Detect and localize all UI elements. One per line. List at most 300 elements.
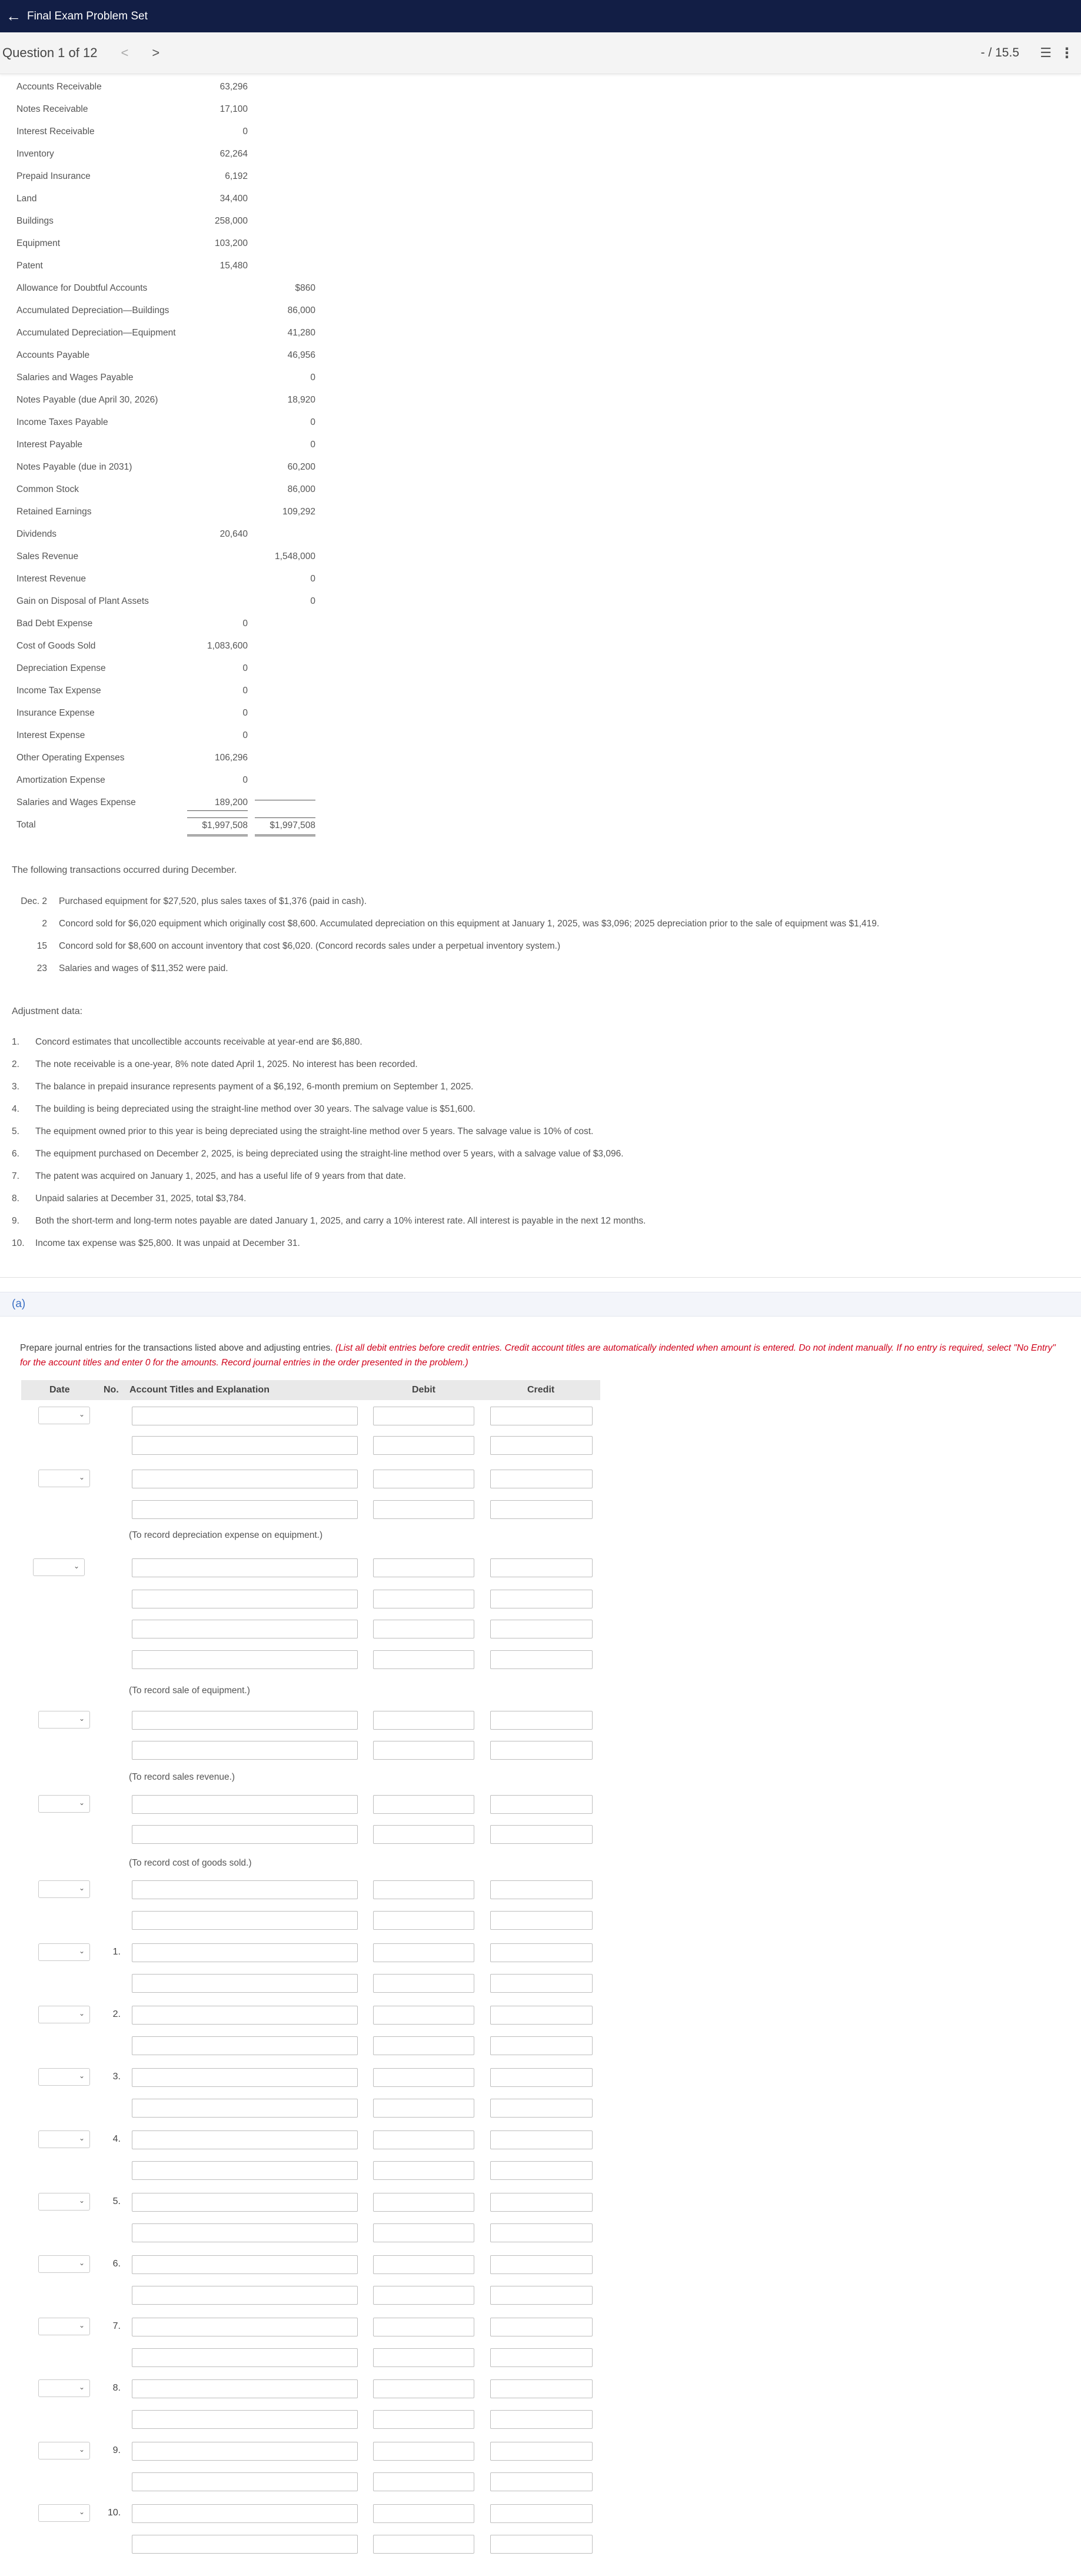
instructions-note: (List all debit entries before credit entries. Credit account titles are automatically indented when amount is entered. Do not indent manually. If no entry is required, select "No Entry" for the account titles and enter 0 for the amounts. Record journal entries in the order presented in the problem.) [20,1343,1056,1368]
trial-balance-row [11,191,317,214]
debit-input[interactable] [373,2161,474,2180]
debit-input[interactable] [373,1943,474,1962]
journal-row [0,1434,1081,1457]
credit-input[interactable] [490,2223,593,2242]
adjustment-number: 4. [12,1104,19,1114]
journal-row [0,2253,1081,2276]
journal-row [0,2377,1081,2401]
account-name: Notes Receivable [16,104,88,114]
account-name: Bad Debt Expense [16,619,93,629]
credit-amount: 0 [310,440,315,450]
account-name: Interest Revenue [16,574,87,584]
account-title-input[interactable] [132,1558,358,1577]
credit-input[interactable] [490,1880,593,1899]
debit-input[interactable] [373,2318,474,2336]
debit-amount: 106,296 [214,753,248,763]
back-arrow-icon[interactable]: ← [6,7,21,25]
trial-balance-row [11,348,317,370]
credit-amount: 46,956 [287,350,315,360]
credit-input[interactable] [490,1911,593,1930]
debit-amount: 15,480 [219,261,248,271]
prev-question-button[interactable]: < [121,45,129,60]
credit-input[interactable] [490,1470,593,1488]
account-name: Accounts Payable [16,350,90,360]
adjustment-text: The note receivable is a one-year, 8% note dated April 1, 2025. No interest has been recorded. [35,1059,418,1069]
debit-input[interactable] [373,1650,474,1669]
date-select[interactable] [38,2006,90,2023]
transaction-item [12,941,560,952]
total-debit: $1,997,508 [187,817,248,836]
credit-input[interactable] [490,2286,593,2305]
account-name: Salaries and Wages Expense [16,797,136,807]
account-title-input[interactable] [132,2223,358,2242]
chevron-down-icon: ⌄ [78,2321,85,2329]
date-select[interactable] [33,1558,85,1576]
trial-balance-row [11,549,317,571]
account-name: Accounts Receivable [16,82,102,92]
debit-amount: 0 [242,686,248,696]
entry-explanation: (To record sales revenue.) [129,1772,235,1782]
debit-input[interactable] [373,1825,474,1844]
credit-input[interactable] [490,1825,593,1844]
instructions-main: Prepare journal entries for the transactions listed above and adjusting entries. [20,1343,335,1353]
account-title-input[interactable] [132,1650,358,1669]
trial-balance-total-row [11,817,317,840]
credit-input[interactable] [490,2410,593,2429]
debit-amount: 0 [242,775,248,785]
credit-amount: 86,000 [287,305,315,315]
entry-number: 8. [112,2383,121,2393]
header-debit: Debit [412,1385,435,1395]
credit-input[interactable] [490,1436,593,1455]
adjustment-item [12,1082,473,1092]
transaction-text: Concord sold for $8,600 on account inventory that cost $6,020. (Concord records sales under a perpetual inventory system.) [59,941,561,951]
journal-row [0,2408,1081,2431]
debit-input[interactable] [373,1711,474,1730]
journal-row [0,1648,1081,1671]
credit-amount: 1,548,000 [275,551,315,561]
trial-balance-row [11,773,317,795]
debit-input[interactable] [373,2535,474,2554]
debit-amount: 1,083,600 [207,641,248,651]
debit-input[interactable] [373,1974,474,1993]
credit-amount [255,797,315,800]
account-title-input[interactable] [132,1880,358,1899]
credit-input[interactable] [490,2099,593,2118]
credit-input[interactable] [490,1711,593,1730]
journal-row [0,2034,1081,2058]
account-name: Patent [16,261,43,271]
trial-balance-row [11,661,317,683]
debit-input[interactable] [373,2504,474,2523]
trial-balance-row [11,214,317,236]
trial-balance-row [11,706,317,728]
credit-amount: 41,280 [287,328,315,338]
journal-row [0,1972,1081,1995]
journal-row [0,1498,1081,1521]
transaction-item [12,963,228,974]
transactions-intro: The following transactions occurred during December. [12,865,237,875]
account-title-input[interactable] [132,2006,358,2025]
date-select[interactable] [38,1407,90,1424]
account-title-input[interactable] [132,1825,358,1844]
credit-input[interactable] [490,1943,593,1962]
account-title-input[interactable] [132,1436,358,1455]
adjustment-item [12,1126,593,1137]
entry-number: 5. [112,2196,121,2206]
part-a-header [0,1292,1081,1317]
journal-row [0,1467,1081,1491]
account-title-input[interactable] [132,2068,358,2087]
adjustment-text: The building is being depreciated using the straight-line method over 30 years. The salvage value is $51,600. [35,1104,475,1114]
debit-amount: 0 [242,730,248,740]
adjustment-text: Unpaid salaries at December 31, 2025, total $3,784. [35,1194,247,1204]
journal-row [0,2191,1081,2214]
credit-input[interactable] [490,2161,593,2180]
debit-amount: 258,000 [214,216,248,226]
trial-balance-row [11,147,317,169]
adjustment-number: 7. [12,1171,19,1181]
account-title-input[interactable] [132,2318,358,2336]
debit-input[interactable] [373,2068,474,2087]
debit-input[interactable] [373,1880,474,1899]
journal-row [0,2502,1081,2525]
adjustment-text: The balance in prepaid insurance represents payment of a $6,192, 6-month premium on September 1, 2025. [35,1082,474,1092]
adjustment-number: 6. [12,1149,19,1159]
trial-balance-row [11,437,317,460]
account-title-input[interactable] [132,2099,358,2118]
adjustment-number: 2. [12,1059,19,1069]
debit-input[interactable] [373,1795,474,1814]
credit-input[interactable] [490,2006,593,2025]
entry-number: 10. [108,2508,121,2518]
entry-number: 4. [112,2134,121,2144]
transaction-date: 15 [36,941,47,951]
trial-balance-row [11,415,317,437]
assignment-title: Final Exam Problem Set [27,9,148,22]
credit-amount: 86,000 [287,484,315,494]
next-question-button[interactable]: > [152,45,160,60]
debit-input[interactable] [373,1620,474,1638]
trial-balance-row [11,594,317,616]
account-name: Accumulated Depreciation—Equipment [16,328,176,338]
account-name: Other Operating Expenses [16,753,125,763]
adjustment-text: The equipment purchased on December 2, 2025, is being depreciated using the straight-line method over 5 years, with a salvage value of $3,096. [35,1149,624,1159]
date-select[interactable] [38,1880,90,1898]
date-select[interactable] [38,2068,90,2086]
trial-balance-row [11,303,317,325]
trial-balance-row [11,571,317,594]
account-title-input[interactable] [132,1943,358,1962]
total-label: Total [16,820,36,830]
journal-row [0,1617,1081,1641]
debit-amount: 0 [242,708,248,718]
chevron-down-icon: ⌄ [78,2072,85,2080]
trial-balance-row [11,795,317,817]
trial-balance-row [11,258,317,281]
chevron-down-icon: ⌄ [78,2383,85,2391]
adjustment-number: 5. [12,1126,19,1136]
account-title-input[interactable] [132,2535,358,2554]
account-name: Income Taxes Payable [16,417,108,427]
more-options-icon[interactable]: ⋮ [1060,45,1074,61]
chevron-down-icon: ⌄ [78,1714,85,1723]
debit-input[interactable] [373,2410,474,2429]
journal-row [0,2221,1081,2245]
chevron-down-icon: ⌄ [78,2508,85,2516]
credit-input[interactable] [490,2036,593,2055]
account-title-input[interactable] [132,2348,358,2367]
credit-input[interactable] [490,1407,593,1425]
trial-balance-table [11,79,317,840]
debit-amount: 34,400 [219,194,248,204]
account-title-input[interactable] [132,2410,358,2429]
account-name: Notes Payable (due in 2031) [16,462,132,472]
credit-amount: $860 [295,283,315,293]
date-select[interactable] [38,1943,90,1961]
header-credit: Credit [527,1385,555,1395]
date-select[interactable] [38,1711,90,1729]
header-account: Account Titles and Explanation [129,1385,270,1395]
debit-input[interactable] [373,2472,474,2491]
account-title-input[interactable] [132,2504,358,2523]
account-name: Interest Payable [16,440,83,450]
adjustment-item [12,1037,362,1048]
credit-input[interactable] [490,1558,593,1577]
question-counter: Question 1 of 12 [2,45,98,60]
adjustment-number: 10. [12,1238,25,1248]
debit-input[interactable] [373,2223,474,2242]
account-name: Notes Payable (due April 30, 2026) [16,395,158,405]
trial-balance-row [11,169,317,191]
account-title-input[interactable] [132,1911,358,1930]
debit-input[interactable] [373,1436,474,1455]
account-title-input[interactable] [132,1590,358,1608]
journal-row [0,2532,1081,2556]
adjustment-text: The equipment owned prior to this year is being depreciated using the straight-line method over 5 years. The salvage value is 10% of cost. [35,1126,594,1136]
account-name: Interest Receivable [16,127,95,137]
credit-input[interactable] [490,2504,593,2523]
part-a-label: (a) [12,1298,26,1310]
credit-amount: 109,292 [282,507,315,517]
account-title-input[interactable] [132,2036,358,2055]
date-select[interactable] [38,2379,90,2397]
date-select[interactable] [38,2442,90,2459]
debit-amount: 0 [242,663,248,673]
trial-balance-row [11,728,317,750]
debit-input[interactable] [373,2286,474,2305]
journal-row [0,1941,1081,1965]
entry-explanation: (To record sale of equipment.) [129,1686,250,1696]
account-title-input[interactable] [132,1500,358,1519]
debit-input[interactable] [373,1500,474,1519]
account-title-input[interactable] [132,1620,358,1638]
debit-input[interactable] [373,2442,474,2461]
credit-input[interactable] [490,1620,593,1638]
account-title-input[interactable] [132,1795,358,1814]
trial-balance-row [11,527,317,549]
debit-amount: 6,192 [225,171,248,181]
journal-row [0,2159,1081,2182]
credit-input[interactable] [490,1650,593,1669]
credit-input[interactable] [490,2348,593,2367]
entry-number: 2. [112,2009,121,2019]
chevron-down-icon: ⌄ [78,2259,85,2267]
debit-input[interactable] [373,2379,474,2398]
journal-row [0,1909,1081,1932]
credit-input[interactable] [490,2068,593,2087]
trial-balance-row [11,616,317,639]
debit-amount: 63,296 [219,82,248,92]
chevron-down-icon: ⌄ [78,1947,85,1955]
account-name: Interest Expense [16,730,85,740]
chevron-down-icon: ⌄ [78,2196,85,2205]
question-bar [0,32,1081,74]
debit-input[interactable] [373,2130,474,2149]
debit-input[interactable] [373,1407,474,1425]
transaction-item [12,896,367,907]
adjustment-number: 1. [12,1037,19,1047]
debit-amount: 0 [242,619,248,629]
entry-number: 6. [112,2259,121,2269]
credit-input[interactable] [490,2193,593,2212]
chevron-down-icon: ⌄ [78,1884,85,1892]
debit-input[interactable] [373,2099,474,2118]
account-title-input[interactable] [132,1711,358,1730]
account-title-input[interactable] [132,1470,358,1488]
credit-input[interactable] [490,2318,593,2336]
credit-input[interactable] [490,2535,593,2554]
credit-amount: 0 [310,417,315,427]
journal-row [0,2315,1081,2339]
journal-row [0,1404,1081,1428]
trial-balance-row [11,639,317,661]
account-title-input[interactable] [132,2472,358,2491]
account-name: Allowance for Doubtful Accounts [16,283,148,293]
chevron-down-icon: ⌄ [73,1562,79,1570]
account-title-input[interactable] [132,1407,358,1425]
chevron-down-icon: ⌄ [78,2134,85,2142]
date-select[interactable] [38,1795,90,1813]
debit-input[interactable] [373,1558,474,1577]
adjustment-item [12,1216,646,1226]
transaction-text: Salaries and wages of $11,352 were paid. [59,963,228,973]
account-title-input[interactable] [132,2442,358,2461]
journal-row [0,2128,1081,2152]
account-title-input[interactable] [132,2379,358,2398]
adjustment-text: The patent was acquired on January 1, 2025, and has a useful life of 9 years from that date. [35,1171,406,1181]
adjustment-text: Income tax expense was $25,800. It was unpaid at December 31. [35,1238,300,1248]
debit-amount: 189,200 [187,797,248,811]
trial-balance-row [11,281,317,303]
account-name: Gain on Disposal of Plant Assets [16,596,149,606]
journal-row [0,1739,1081,1762]
journal-row [0,2346,1081,2369]
adjustment-item [12,1171,406,1182]
account-title-input[interactable] [132,2130,358,2149]
credit-input[interactable] [490,1590,593,1608]
entry-number: 1. [112,1947,121,1957]
journal-row [0,2439,1081,2463]
trial-balance-row [11,460,317,482]
transaction-item [12,919,879,929]
credit-input[interactable] [490,1795,593,1814]
trial-balance-row [11,79,317,102]
debit-input[interactable] [373,2348,474,2367]
chevron-down-icon: ⌄ [78,2009,85,2017]
debit-input[interactable] [373,2255,474,2274]
account-name: Income Tax Expense [16,686,101,696]
credit-input[interactable] [490,2472,593,2491]
account-name: Retained Earnings [16,507,92,517]
account-name: Equipment [16,238,61,248]
transaction-date: 23 [36,963,47,973]
date-select[interactable] [38,2193,90,2211]
account-name: Sales Revenue [16,551,79,561]
question-list-icon[interactable]: ☰ [1040,45,1052,60]
debit-input[interactable] [373,1470,474,1488]
top-bar [0,0,1081,32]
header-no: No. [104,1385,119,1395]
credit-input[interactable] [490,1974,593,1993]
credit-input[interactable] [490,2442,593,2461]
journal-row [0,1878,1081,1902]
credit-input[interactable] [490,1741,593,1760]
trial-balance-row [11,236,317,258]
total-credit: $1,997,508 [255,817,315,836]
debit-input[interactable] [373,1911,474,1930]
trial-balance-row [11,482,317,504]
trial-balance-row [11,102,317,124]
journal-row [0,2066,1081,2089]
transaction-date: 2 [42,919,47,929]
account-title-input[interactable] [132,1974,358,1993]
account-title-input[interactable] [132,2161,358,2180]
date-select[interactable] [38,2504,90,2522]
credit-input[interactable] [490,2379,593,2398]
entry-number: 9. [112,2445,121,2455]
debit-input[interactable] [373,1741,474,1760]
account-title-input[interactable] [132,2286,358,2305]
credit-input[interactable] [490,1500,593,1519]
journal-row [0,2284,1081,2307]
debit-input[interactable] [373,2036,474,2055]
debit-input[interactable] [373,2193,474,2212]
debit-input[interactable] [373,2006,474,2025]
account-title-input[interactable] [132,2255,358,2274]
instructions [20,1341,1062,1370]
credit-input[interactable] [490,2255,593,2274]
date-select[interactable] [38,2255,90,2273]
credit-input[interactable] [490,2130,593,2149]
account-name: Dividends [16,529,57,539]
account-name: Insurance Expense [16,708,95,718]
account-title-input[interactable] [132,2193,358,2212]
credit-amount: 0 [310,596,315,606]
adjustment-number: 3. [12,1082,19,1092]
date-select[interactable] [38,1470,90,1487]
account-name: Salaries and Wages Payable [16,373,134,383]
debit-amount: 103,200 [214,238,248,248]
account-name: Buildings [16,216,54,226]
account-name: Common Stock [16,484,79,494]
journal-row [0,1587,1081,1611]
journal-row [0,1556,1081,1580]
date-select[interactable] [38,2318,90,2335]
debit-input[interactable] [373,1590,474,1608]
account-title-input[interactable] [132,1741,358,1760]
date-select[interactable] [38,2130,90,2148]
